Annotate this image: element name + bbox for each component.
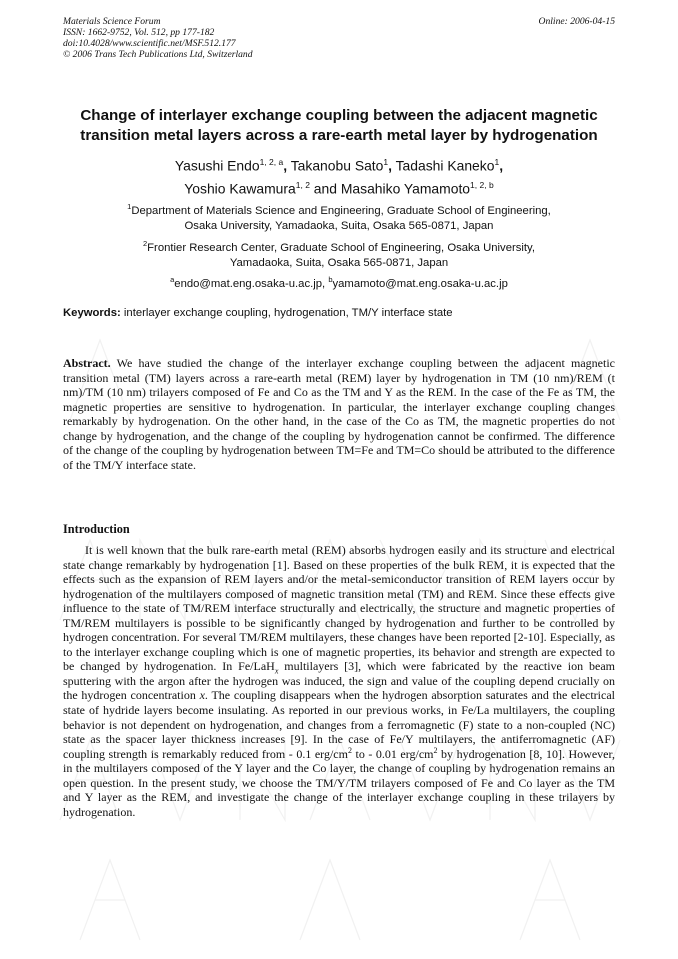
title-line-2: transition metal layers across a rare-earth metal layer by hydrogenation [80, 127, 598, 144]
journal-name: Materials Science Forum [63, 16, 161, 27]
author-separator: , [283, 157, 288, 174]
author-list [40, 153, 638, 198]
introduction-paragraph [63, 543, 615, 819]
journal-header [63, 16, 253, 60]
author-name: Yasushi Endo [174, 157, 260, 174]
intro-subscript: x [274, 666, 279, 676]
abstract [63, 356, 615, 472]
author-name: Masahiko Yamamoto [340, 180, 471, 197]
abstract-label: Abstract. [63, 356, 111, 370]
copyright-line: © 2006 Trans Tech Publications Ltd, Switzerland [63, 49, 253, 60]
paper-title [40, 106, 638, 146]
online-date: Online: 2006-04-15 [538, 16, 615, 27]
abstract-text: We have studied the change of the interlayer exchange coupling between the adjacent magnetic transition metal (TM) layers across a rare-earth metal (REM) layer by hydrogenation in TM (10 nm)/REM (t nm)/TM (10 nm) trilayers composed of Fe and Co as the TM and Y as the REM. In the case of the Fe as TM, the magnetic properties are sensitive to hydrogenation. In particular, the interlayer exchange coupling changes remarkably by hydrogenation. On the other hand, in the case of the Co as TM, the magnetic properties do not change by hydrogenation, and the change of the coupling by hydrogenation cannot be confirmed. The difference of the change of the coupling by hydrogenation between TM=Fe and TM=Co should be attributed to the difference of the TM/Y interface state. [63, 356, 615, 472]
author-separator: , [388, 157, 392, 174]
author-affiliation-mark: 1, 2, b [470, 179, 494, 190]
author-separator: , [499, 157, 504, 174]
author-affiliation-mark: 1 [494, 157, 500, 167]
intro-text: It is well known that the bulk rare-earth metal (REM) absorbs hydrogen easily and its structure and electrical state change remarkably by hydrogenation [1]. Based on these properties of the bulk REM, it is expected that the effects such as the expansion of REM layers and/or the metal-semiconductor transition of REM layers occur by hydrogenation of the multilayers composed of magnetic transition metal (TM) and REM. Since these effects give influence to the state of TM/REM interface structurally and electrically, the structure and magnetic properties of TM/REM multilayers is possible to be significantly changed by hydrogenation and further to be controlled by hydrogen concentration. For several TM/REM multilayers, these changes have been reported [2-10]. Especially, as to the interlayer exchange coupling which is one of magnetic properties, its behavior and strength are expected to be changed by hydrogenation. In Fe/LaH [63, 543, 615, 674]
intro-superscript: 2 [433, 745, 438, 755]
affiliation-line: Osaka University, Yamadaoka, Suita, Osaka 565-0871, Japan [184, 219, 494, 232]
affiliation-line: Frontier Research Center, Graduate School of Engineering, Osaka University, [147, 241, 535, 254]
intro-text: by hydrogenation [8, 10]. However, in the multilayers composed of the Y layer and the Co layer, the change of coupling by hydrogenation remains an open question. In the present study, we choose the TM/Y/TM trilayers composed of Fe and Co layer as the TM and Y layer as the REM, and investigate the change of the interlayer exchange coupling in these trilayers by hydrogenation. [63, 746, 615, 819]
doi-line: doi:10.4028/www.scientific.net/MSF.512.177 [63, 38, 236, 49]
intro-text: to - 0.01 erg/cm [351, 746, 434, 761]
affiliation-line: Yamadaoka, Suita, Osaka 565-0871, Japan [229, 256, 449, 269]
email-address: endo@mat.eng.osaka-u.ac.jp, [174, 277, 326, 290]
author-name: Takanobu Sato [290, 157, 384, 174]
author-emails [40, 272, 638, 292]
author-affiliation-mark: 1, 2, a [259, 157, 284, 167]
keywords-text: interlayer exchange coupling, hydrogenation, TM/Y interface state [123, 307, 453, 319]
keywords-label: Keywords: [63, 307, 121, 319]
affiliation-1 [40, 199, 638, 234]
affiliation-mark: 1 [127, 202, 132, 211]
author-affiliation-mark: 1, 2 [295, 179, 310, 190]
affiliation-mark: 2 [142, 239, 148, 248]
email-mark: b [328, 275, 333, 284]
affiliation-2 [40, 236, 638, 271]
author-affiliation-mark: 1 [383, 157, 389, 167]
email-address: yamamoto@mat.eng.osaka-u.ac.jp [332, 277, 508, 290]
author-name: Tadashi Kaneko [395, 157, 495, 174]
email-mark: a [170, 275, 175, 284]
keywords [63, 306, 615, 321]
title-line-1: Change of interlayer exchange coupling between the adjacent magnetic [80, 107, 598, 124]
introduction-heading: Introduction [63, 522, 130, 536]
author-name: Yoshio Kawamura [184, 180, 296, 197]
author-separator: and [313, 180, 337, 197]
intro-text: . The coupling disappears when the hydrogen absorption saturates and the electrical state of hydride layers become insulating. As reported in our previous works, in Fe/La multilayers, the coupling behavior is not dependent on hydrogenation, and changes from a ferromagnetic (F) state to a non-coupled (NC) state as the spacer layer thickness increases [9]. In the case of Fe/Y multilayers, the antiferromagnetic (AF) coupling strength is remarkably reduced from - 0.1 erg/cm [63, 688, 615, 761]
intro-variable: x [199, 688, 205, 703]
issn-line: ISSN: 1662-9752, Vol. 512, pp 177-182 [63, 27, 215, 38]
intro-text: multilayers [3], which were fabricated by the reactive ion beam sputtering with the argon after the hydrogen was induced, the sign and value of the coupling depend crucially on the hydrogen concentration [63, 659, 615, 703]
intro-superscript: 2 [347, 745, 352, 755]
affiliation-line: Department of Materials Science and Engineering, Graduate School of Engineering, [131, 204, 551, 217]
